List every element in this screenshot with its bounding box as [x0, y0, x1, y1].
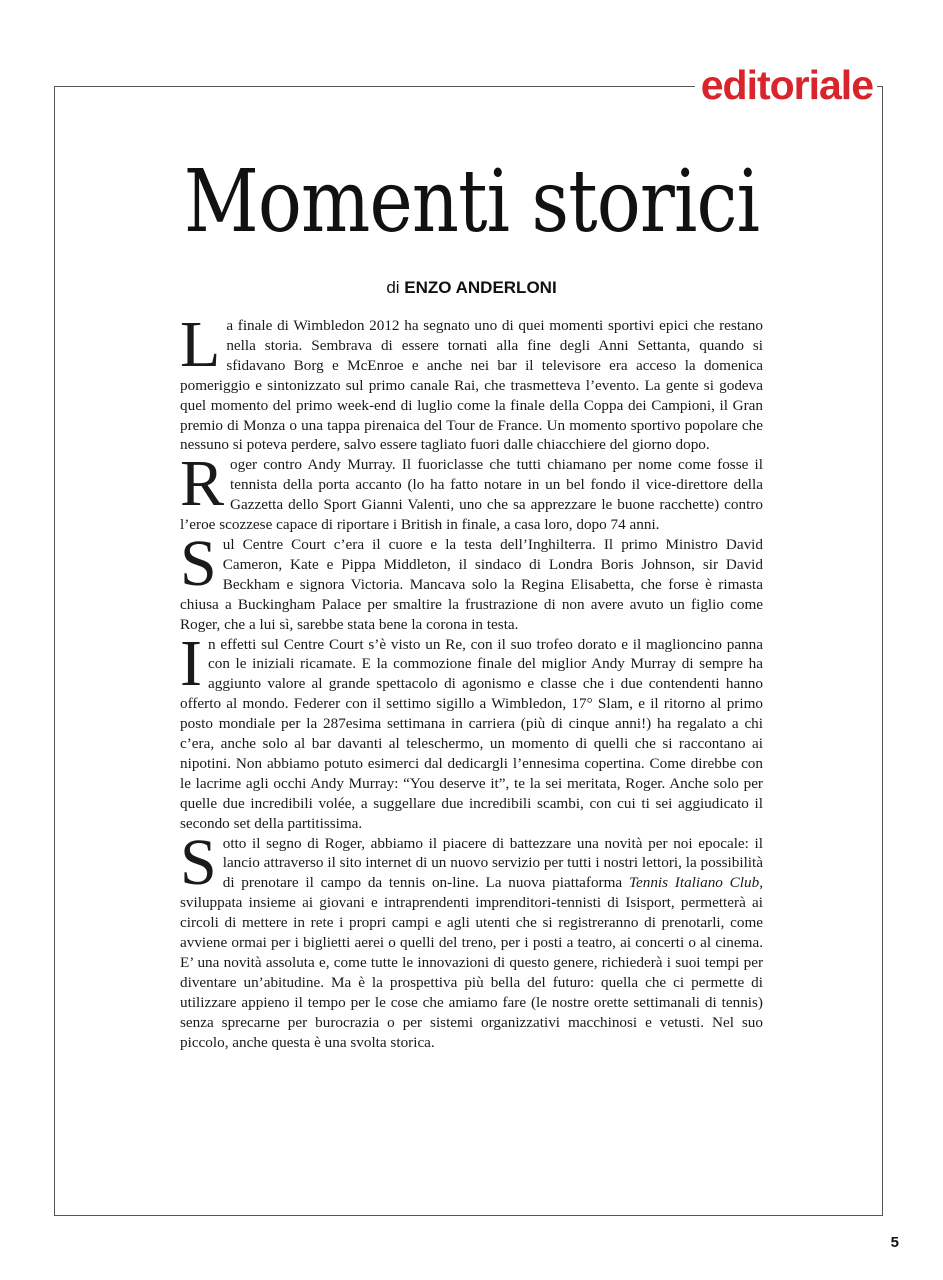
paragraph-4 [180, 626, 763, 834]
drop-cap: L [180, 308, 221, 381]
service-name: Tennis Italiano Club [628, 874, 760, 892]
paragraph-3 [180, 526, 763, 635]
paragraph-5 [180, 825, 763, 1053]
byline-prefix: di [386, 278, 400, 297]
paragraph-2 [180, 447, 763, 535]
paragraph-text: , sviluppata insieme ai giovani e intraprendenti imprenditori-tennisti di Isisport, permetterà ai circoli di mettere in rete i propri campi e agli utenti che si registreranno di prenotarli, come avviene ormai per i biglietti aerei o quelli del treno, per i posti a teatro, ai concerti o al cinema. E’ una novità assoluta e, come tutte le innovazioni di questo genere, richiederà i suoi tempi per diventare un’abitudine. Ma è la prospettiva più bella del futuro: quella che ci permette di utilizzare appieno il tempo per le cose che amiamo fare (le nostre orette settimanali di tennis) senza sprecarne per burocrazia o per sistemi organizzativi macchinosi e vetusti. Nel suo piccolo, anche questa è una svolta storica. [180, 874, 763, 1051]
byline [0, 276, 943, 300]
drop-cap: S [180, 526, 217, 600]
section-label: editoriale [695, 60, 877, 110]
paragraph-text: oger contro Andy Murray. Il fuoriclasse che tutti chiamano per nome come fosse il tennista della porta accanto (lo ha fatto notare in un bel fondo il vice-direttore della Gazzetta dello Sport Gianni Valenti, uno che sa apprezzare le buone racchette) contro l’eroe scozzese capace di riportare i British in finale, a casa loro, dopo 74 anni. [180, 456, 763, 534]
drop-cap: S [180, 825, 217, 899]
article-body [180, 308, 763, 1053]
paragraph-text: a finale di Wimbledon 2012 ha segnato uno di quei momenti sportivi epici che restano nella storia. Sembrava di essere tornati alla fine degli Anni Settanta, quando si sfidavano Borg e McEnroe e anche nei bar il televisore era acceso la domenica pomeriggio e sintonizzato sul primo canale Rai, che trasmetteva l’evento. La gente si godeva quel momento del primo week-end di luglio come la finale della Coppa dei Campioni, il Gran premio di Monza o una tappa pirenaica del Tour de France. Un momento sportivo popolare che nessuno si poteva perdere, salvo essere tagliato fuori dalle chiacchiere del giorno dopo. [180, 317, 763, 454]
drop-cap: I [180, 626, 202, 700]
article-title: Momenti storici [183, 152, 760, 252]
byline-author: ENZO ANDERLONI [404, 278, 557, 297]
paragraph-text: n effetti sul Centre Court s’è visto un Re, con il suo trofeo dorato e il maglioncino panna con le iniziali ricamate. E la commozione finale del miglior Andy Murray di sempre ha aggiunto valore al grande spettacolo di agonismo e classe che i due contendenti hanno offerto al mondo. Federer con il settimo sigillo a Wimbledon, 17° Slam, e il ritorno al primo posto mondiale per la 287esima settimana in carriera (più di cinque anni!) ha regalato a chi c’era, anche solo al bar davanti al teleschermo, un momento di quelli che si raccontano ai nipotini. Non abbiamo potuto esimerci dal dedicargli l’ennesima copertina. Come direbbe con le lacrime agli occhi Andy Murray: “You deserve it”, te la sei meritata, Roger. Anche solo per quelle due incredibili volée, a suggellare due incredibili scambi, con cui ti sei aggiudicato il secondo set della partitissima. [180, 635, 763, 832]
paragraph-text: ul Centre Court c’era il cuore e la testa dell’Inghilterra. Il primo Ministro David Cameron, Kate e Pippa Middleton, il sindaco di Londra Boris Johnson, sir David Beckham e signora Victoria. Mancava solo la Regina Elisabetta, che forse è rimasta chiusa a Buckingham Palace per smaltire la frustrazione di non avere avuto un figlio come Roger, che a lui sì, sarebbe stata bene la corona in testa. [180, 535, 763, 633]
paragraph-text: otto il segno di Roger, abbiamo il piacere di battezzare una novità per noi epocale: il lancio attraverso il sito internet di un nuovo servizio per tutti i nostri lettori, la possibilità di prenotare il campo da tennis on-line. La nuova piattaforma [222, 834, 763, 892]
drop-cap: R [180, 447, 225, 521]
paragraph-1 [180, 308, 763, 455]
page-number: 5 [890, 1234, 899, 1251]
